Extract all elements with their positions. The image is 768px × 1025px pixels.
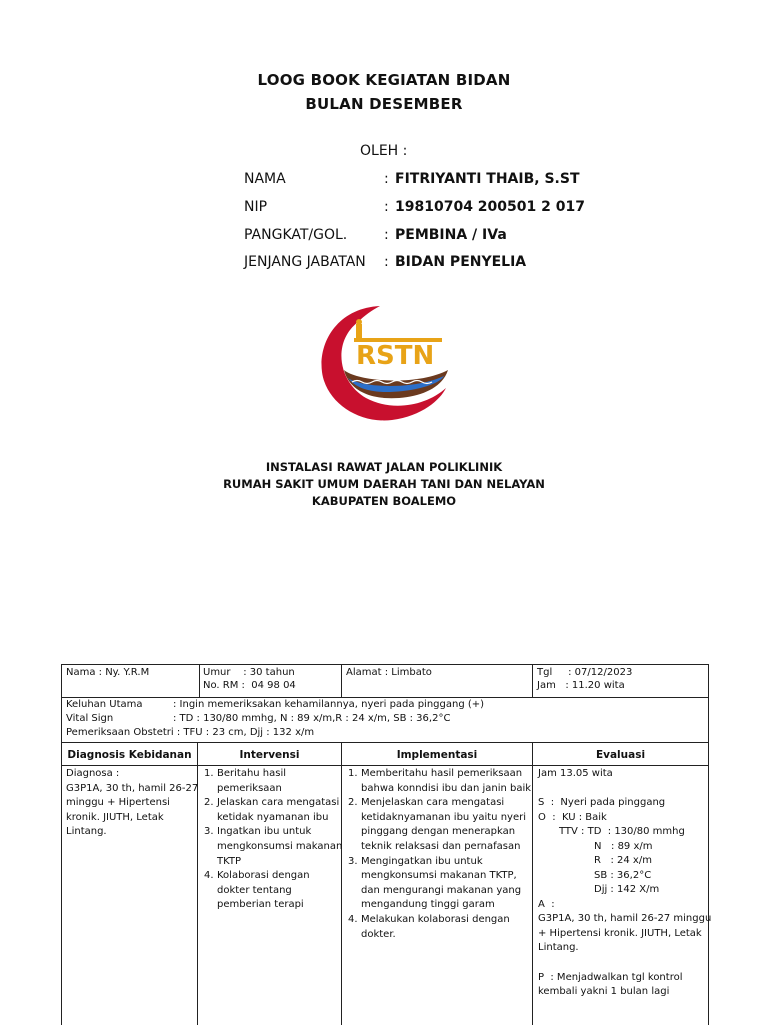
gold-dome-shape xyxy=(356,319,362,325)
evaluasi-objective: O : KU : Baik xyxy=(538,812,607,823)
table-divider xyxy=(199,665,200,697)
evaluasi-suhu: SB : 36,2°C xyxy=(594,870,652,881)
diagnosis-line: Lintang. xyxy=(66,826,107,837)
info-value: BIDAN PENYELIA xyxy=(395,254,527,270)
list-item: 3. Ingatkan ibu untuk mengkonsumsi makanan TKTP xyxy=(204,826,343,867)
info-separator: : xyxy=(384,254,389,270)
info-separator: : xyxy=(384,171,389,187)
table-divider xyxy=(62,765,708,766)
info-label: NIP xyxy=(244,199,268,215)
intervensi-list xyxy=(204,767,342,913)
implementasi-list xyxy=(348,767,531,942)
logo-subtext: Boalemo xyxy=(368,369,413,379)
hospital-logo xyxy=(318,302,452,424)
patient-record-table xyxy=(61,664,712,1025)
evaluasi-respirasi: R : 24 x/m xyxy=(594,855,652,866)
document-title: LOOG BOOK KEGIATAN BIDAN xyxy=(257,71,511,89)
list-item: 1. Memberitahu hasil pemeriksaan bahwa konndisi ibu dan janin baik xyxy=(348,768,532,794)
evaluasi-jam: Jam 13.05 wita xyxy=(538,768,613,779)
info-label: JENJANG JABATAN xyxy=(244,254,366,270)
patient-rm: No. RM : 04 98 04 xyxy=(203,680,296,691)
evaluasi-subjective: S : Nyeri pada pinggang xyxy=(538,797,666,808)
info-separator: : xyxy=(384,199,389,215)
patient-address: Alamat : Limbato xyxy=(346,667,432,678)
column-header-intervensi: Intervensi xyxy=(239,749,300,761)
info-label: PANGKAT/GOL. xyxy=(244,227,348,243)
visit-date: Tgl : 07/12/2023 xyxy=(537,667,633,678)
evaluasi-assessment-label: A : xyxy=(538,899,555,910)
institution-line-2: RUMAH SAKIT UMUM DAERAH TANI DAN NELAYAN xyxy=(223,477,545,491)
diagnosis-line: Diagnosa : xyxy=(66,768,120,779)
oleh-label: OLEH : xyxy=(360,143,408,159)
info-value: PEMBINA / IVa xyxy=(395,227,507,243)
table-divider xyxy=(532,665,533,697)
evaluasi-nadi: N : 89 x/m xyxy=(594,841,653,852)
evaluasi-assessment: Lintang. xyxy=(538,942,579,953)
institution-line-3: KABUPATEN BOALEMO xyxy=(311,494,457,508)
list-item: 2. Menjelaskan cara mengatasi ketidaknyamanan ibu yaitu nyeri pinggang dengan menerapkan teknik relaksasi dan pernafasan xyxy=(348,797,526,852)
info-value: 19810704 200501 2 017 xyxy=(395,199,585,215)
keluhan-value: : Ingin memeriksakan kehamilannya, nyeri pada pinggang (+) xyxy=(173,699,485,710)
institution-line-1: INSTALASI RAWAT JALAN POLIKLINIK xyxy=(265,460,503,474)
gold-mast-shape xyxy=(356,324,362,338)
evaluasi-djj: Djj : 142 X/m xyxy=(594,884,660,895)
column-header-implementasi: Implementasi xyxy=(396,749,478,761)
diagnosis-line: minggu + Hipertensi xyxy=(66,797,170,808)
logo-letters: RSTN xyxy=(356,341,435,371)
list-item: 2. Jelaskan cara mengatasi ketidak nyamanan ibu xyxy=(204,797,340,823)
evaluasi-plan: P : Menjadwalkan tgl kontrol xyxy=(538,972,683,983)
diagnosis-line: kronik. JIUTH, Letak xyxy=(66,812,164,823)
evaluasi-plan: kembali yakni 1 bulan lagi xyxy=(538,986,670,997)
vital-label: Vital Sign xyxy=(66,713,114,724)
list-item: 4. Melakukan kolaborasi dengan dokter. xyxy=(348,913,510,940)
diagnosis-line: G3P1A, 30 th, hamil 26-27 xyxy=(66,783,199,794)
visit-time: Jam : 11.20 wita xyxy=(537,680,625,691)
patient-age: Umur : 30 tahun xyxy=(203,667,295,678)
info-label: NAMA xyxy=(244,171,286,187)
list-item: 4. Kolaborasi dengan dokter tentang pemberian terapi xyxy=(204,870,310,911)
evaluasi-assessment: G3P1A, 30 th, hamil 26-27 minggu xyxy=(538,913,712,924)
table-divider xyxy=(341,665,342,697)
column-header-evaluasi: Evaluasi xyxy=(595,749,646,761)
evaluasi-ttv-td: TTV : TD : 130/80 mmhg xyxy=(559,826,685,837)
info-value: FITRIYANTI THAIB, S.ST xyxy=(395,171,580,187)
keluhan-label: Keluhan Utama xyxy=(66,699,143,710)
evaluasi-assessment: + Hipertensi kronik. JIUTH, Letak xyxy=(538,928,702,939)
list-item: 1. Beritahu hasil pemeriksaan xyxy=(204,768,287,794)
column-header-diagnosis: Diagnosis Kebidanan xyxy=(67,749,192,761)
table-divider xyxy=(62,742,708,743)
vital-value: : TD : 130/80 mmhg, N : 89 x/m,R : 24 x/m, SB : 36,2°C xyxy=(173,713,451,724)
info-separator: : xyxy=(384,227,389,243)
obstetri-exam: Pemeriksaan Obstetri : TFU : 23 cm, Djj : 132 x/m xyxy=(66,727,315,738)
patient-name: Nama : Ny. Y.R.M xyxy=(66,667,150,678)
table-divider xyxy=(532,742,533,1025)
document-subtitle: BULAN DESEMBER xyxy=(305,95,463,113)
list-item: 3. Mengingatkan ibu untuk mengkonsumsi makanan TKTP, dan mengurangi makanan yang mengandung tinggi garam xyxy=(348,855,522,911)
